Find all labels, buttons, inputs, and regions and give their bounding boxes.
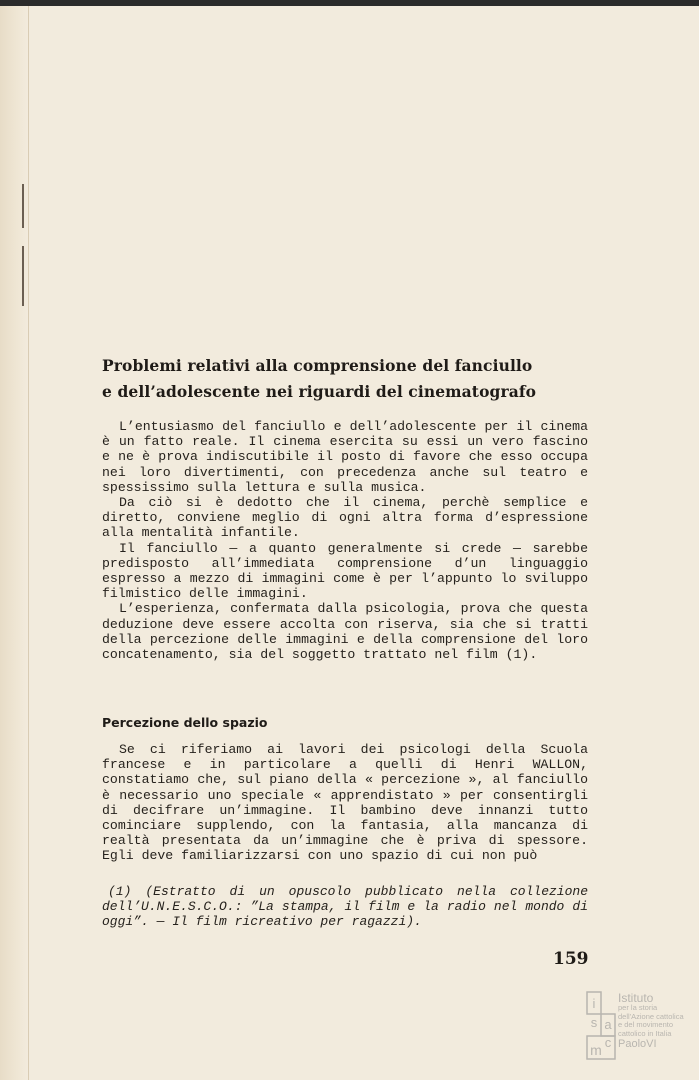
logo-letter: s	[590, 1015, 598, 1030]
logo-line: cattolico in Italia	[618, 1028, 672, 1038]
institute-logo-icon	[586, 991, 618, 1061]
article-title	[102, 353, 588, 405]
page-spine	[0, 6, 29, 1080]
paragraph: Il fanciullo — a quanto generalmente si crede — sarebbe predisposto all’immediata comprensione d’un linguaggio espresso a mezzo di immagini come è per l’appunto lo sviluppo filmistico delle immagini.	[102, 540, 588, 602]
footnote: (1) (Estratto di un opuscolo pubblicato nella collezione dell’U.N.E.S.C.O.: ”La stampa, il film e la radio nel mondo di oggi”. — Il film ricreativo per ragazzi).	[102, 884, 588, 929]
logo-letter: c	[604, 1035, 612, 1050]
spine-mark	[22, 184, 24, 228]
institute-logo	[586, 991, 696, 1061]
logo-letter: i	[592, 996, 596, 1011]
logo-line: Istituto	[618, 991, 654, 1005]
page-number: 159	[553, 949, 589, 969]
logo-line: e del movimento	[618, 1020, 674, 1030]
title-line-1: Problemi relativi alla comprensione del fanciullo	[102, 356, 533, 375]
intro-text	[102, 419, 588, 662]
logo-text	[618, 992, 684, 1050]
section-heading: Percezione dello spazio	[102, 715, 268, 730]
spine-mark	[22, 246, 24, 306]
paragraph: L’esperienza, confermata dalla psicologia, prova che questa deduzione deve essere accolta con riserva, sia che si tratti della percezione delle immagini e della comprensione del loro concatenamento, sia del soggetto trattato nel film (1).	[102, 601, 588, 663]
paragraph: Se ci riferiamo ai lavori dei psicologi della Scuola francese e in particolare a quelli di Henri WALLON, constatiamo che, sul piano della « percezione », al fanciullo è necessario uno speciale « apprendistato » per consentirgli di decifrare un’immagine. Il bambino deve innanzi tutto cominciare supplendo, con la fantasia, alla mancanza di realtà presentata da un’immagine che è priva di spessore. Egli deve familiarizzarsi con uno spazio di cui non può	[102, 742, 588, 864]
paragraph: Da ciò si è dedotto che il cinema, perchè semplice e diretto, conviene meglio di ogni altra forma d’espressione alla mentalità infantile.	[102, 495, 588, 541]
paragraph: L’entusiasmo del fanciullo e dell’adolescente per il cinema è un fatto reale. Il cinema esercita su essi un vero fascino e ne è prova indiscutibile il posto di favore che esso occupa nei loro divertimenti, con precedenza anche sul teatro e spessissimo sulla lettura e sulla musica.	[102, 419, 588, 495]
logo-letter: a	[604, 1017, 612, 1032]
logo-line: PaoloVI	[618, 1038, 657, 1051]
section-text	[102, 742, 588, 864]
book-page	[0, 6, 699, 1080]
logo-letter: m	[590, 1042, 602, 1058]
logo-line: per la storia	[618, 1003, 658, 1012]
title-line-2: e dell’adolescente nei riguardi del cinematografo	[102, 382, 537, 401]
logo-line: dell'Azione cattolica	[618, 1011, 684, 1021]
